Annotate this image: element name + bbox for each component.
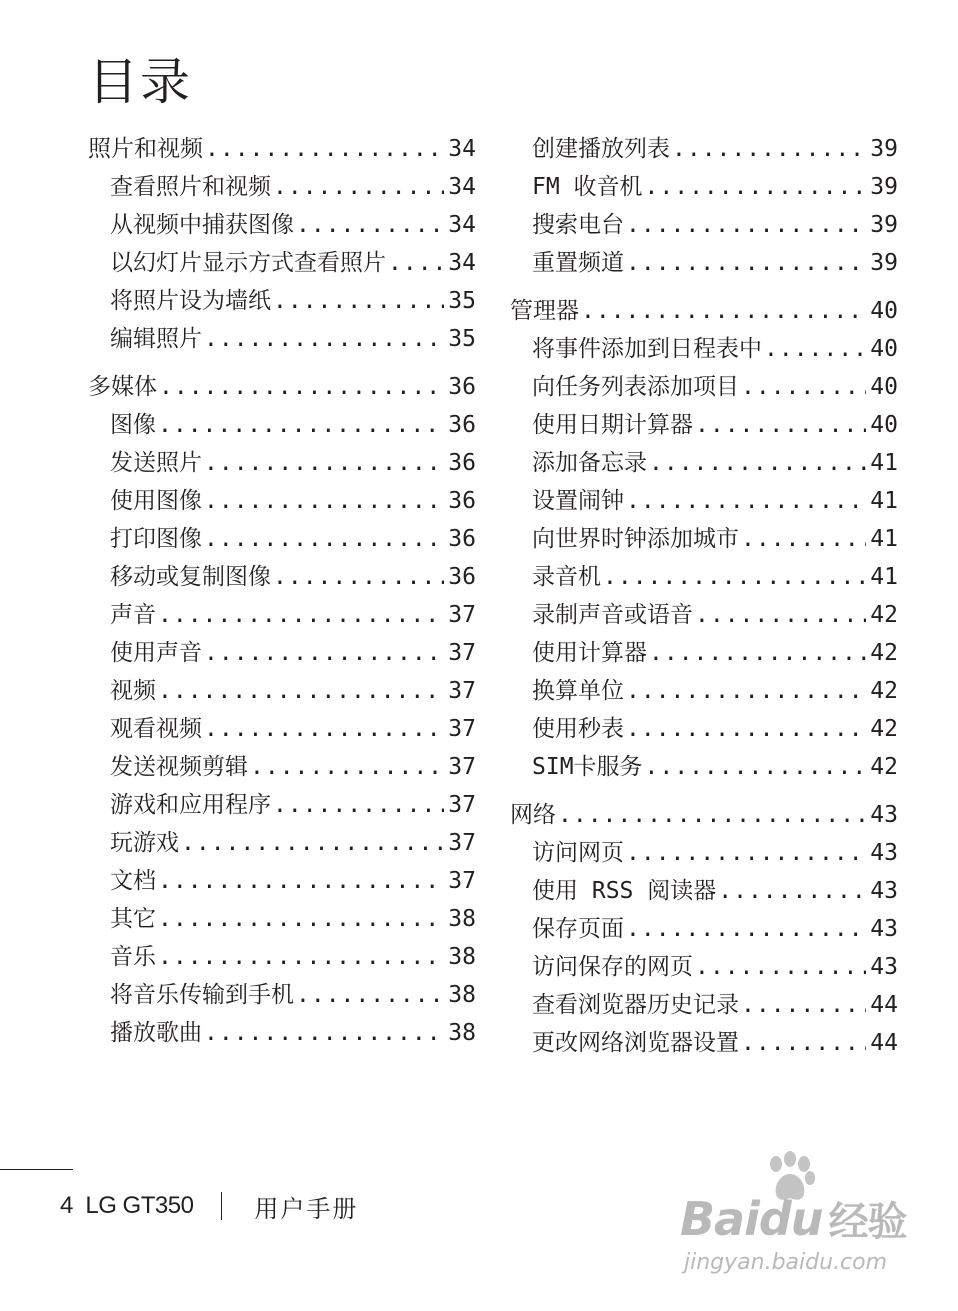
toc-entry-page: 42 [870,754,898,780]
toc-entry-title: 查看照片和视频 [110,174,271,200]
toc-entry-page: 37 [448,754,476,780]
toc-dot-leader [204,482,444,520]
toc-entry-page: 38 [448,1020,476,1046]
toc-dot-leader [273,282,444,320]
toc-entry-page: 37 [448,640,476,666]
toc-section-entry [88,130,476,168]
toc-dot-leader [741,520,866,558]
toc-dot-leader [159,368,444,406]
toc-dot-leader [741,1024,866,1062]
toc-dot-leader [204,710,444,748]
toc-subsection-entry [510,834,898,872]
toc-dot-leader [626,710,866,748]
toc-dot-leader [558,796,866,834]
toc-subsection-entry [510,482,898,520]
toc-entry-page: 42 [870,716,898,742]
toc-subsection-entry [510,634,898,672]
toc-subsection-entry [88,824,476,862]
toc-entry-page: 43 [870,840,898,866]
toc-subsection-entry [88,938,476,976]
toc-dot-leader [695,596,866,634]
toc-dot-leader [672,130,866,168]
toc-entry-title: 从视频中捕获图像 [110,212,294,238]
toc-subsection-entry [88,672,476,710]
toc-entry-page: 34 [448,212,476,238]
toc-subsection-entry [510,986,898,1024]
toc-subsection-entry [88,710,476,748]
toc-entry-title: 创建播放列表 [532,136,670,162]
toc-dot-leader [741,986,866,1024]
toc-subsection-entry [88,168,476,206]
toc-entry-title: 向世界时钟添加城市 [532,526,739,552]
toc-entry-title: 玩游戏 [110,830,179,856]
toc-entry-page: 40 [870,336,898,362]
toc-subsection-entry [510,444,898,482]
toc-entry-page: 42 [870,602,898,628]
toc-entry-page: 36 [448,450,476,476]
toc-dot-leader [626,834,866,872]
toc-section-entry [510,292,898,330]
toc-dot-leader [695,406,866,444]
toc-entry-title: 网络 [510,802,556,828]
toc-entry-title: 查看浏览器历史记录 [532,992,739,1018]
toc-column-left [88,130,476,1052]
toc-entry-page: 42 [870,640,898,666]
toc-subsection-entry [88,862,476,900]
toc-entry-title: 观看视频 [110,716,202,742]
toc-dot-leader [250,748,444,786]
toc-entry-page: 34 [448,136,476,162]
toc-entry-title: 视频 [110,678,156,704]
toc-entry-page: 43 [870,916,898,942]
toc-subsection-entry [88,634,476,672]
toc-entry-page: 39 [870,212,898,238]
toc-entry-title: 多媒体 [88,374,157,400]
toc-entry-page: 40 [870,298,898,324]
toc-dot-leader [273,558,444,596]
toc-subsection-entry [88,558,476,596]
toc-entry-title: 使用日期计算器 [532,412,693,438]
toc-dot-leader [204,1014,444,1052]
toc-dot-leader [273,168,444,206]
toc-entry-page: 38 [448,982,476,1008]
toc-entry-page: 39 [870,250,898,276]
toc-entry-title: 播放歌曲 [110,1020,202,1046]
toc-entry-title: 发送视频剪辑 [110,754,248,780]
toc-entry-title: 重置频道 [532,250,624,276]
toc-dot-leader [204,320,444,358]
toc-entry-page: 43 [870,954,898,980]
toc-entry-page: 37 [448,602,476,628]
toc-dot-leader [205,130,444,168]
footer-separator [221,1192,222,1220]
toc-entry-title: 换算单位 [532,678,624,704]
toc-entry-page: 36 [448,412,476,438]
toc-entry-page: 36 [448,488,476,514]
toc-entry-page: 44 [870,992,898,1018]
toc-entry-title: 使用计算器 [532,640,647,666]
toc-entry-title: 搜索电台 [532,212,624,238]
toc-entry-page: 44 [870,1030,898,1056]
toc-dot-leader [158,596,444,634]
toc-dot-leader [741,368,866,406]
toc-subsection-entry [88,976,476,1014]
toc-section-entry [510,796,898,834]
toc-entry-title: 照片和视频 [88,136,203,162]
toc-section-entry [88,368,476,406]
toc-subsection-entry [510,596,898,634]
toc-dot-leader [626,910,866,948]
toc-entry-page: 35 [448,326,476,352]
toc-entry-page: 36 [448,526,476,552]
toc-entry-title: 添加备忘录 [532,450,647,476]
toc-dot-leader [626,244,866,282]
toc-entry-page: 40 [870,412,898,438]
toc-subsection-entry [88,900,476,938]
toc-entry-page: 43 [870,878,898,904]
toc-dot-leader [649,444,866,482]
toc-entry-page: 34 [448,250,476,276]
toc-subsection-entry [88,1014,476,1052]
toc-entry-page: 40 [870,374,898,400]
toc-dot-leader [649,634,866,672]
toc-entry-title: 编辑照片 [110,326,202,352]
toc-subsection-entry [510,520,898,558]
toc-entry-title: 将音乐传输到手机 [110,982,294,1008]
toc-entry-title: 其它 [110,906,156,932]
toc-entry-title: 音乐 [110,944,156,970]
toc-entry-title: 以幻灯片显示方式查看照片 [110,250,386,276]
watermark-site: jingyan.baidu.com [684,1250,888,1275]
toc-entry-title: 访问保存的网页 [532,954,693,980]
toc-dot-leader [388,244,444,282]
toc-subsection-entry [510,558,898,596]
toc-subsection-entry [510,206,898,244]
toc-dot-leader [296,976,444,1014]
toc-entry-title: 发送照片 [110,450,202,476]
toc-column-right [510,130,898,1062]
toc-subsection-entry [510,672,898,710]
toc-entry-page: 37 [448,678,476,704]
footer-model: LG GT350 [85,1192,194,1219]
toc-subsection-entry [88,520,476,558]
toc-subsection-entry [88,596,476,634]
toc-entry-title: 使用 RSS 阅读器 [532,878,717,904]
toc-subsection-entry [88,444,476,482]
toc-subsection-entry [88,206,476,244]
toc-subsection-entry [88,786,476,824]
toc-subsection-entry [88,482,476,520]
toc-entry-page: 37 [448,716,476,742]
toc-subsection-entry [510,910,898,948]
toc-entry-page: 42 [870,678,898,704]
toc-subsection-entry [510,872,898,910]
toc-entry-title: 文档 [110,868,156,894]
toc-dot-leader [158,406,444,444]
toc-subsection-entry [510,130,898,168]
toc-entry-title: 游戏和应用程序 [110,792,271,818]
toc-subsection-entry [88,748,476,786]
toc-entry-page: 41 [870,450,898,476]
toc-dot-leader [718,872,866,910]
toc-subsection-entry [510,244,898,282]
toc-entry-title: 录音机 [532,564,601,590]
toc-entry-page: 37 [448,792,476,818]
toc-entry-title: 打印图像 [110,526,202,552]
toc-subsection-entry [510,330,898,368]
toc-entry-page: 41 [870,526,898,552]
toc-dot-leader [158,938,444,976]
toc-entry-title: 图像 [110,412,156,438]
toc-subsection-entry [510,368,898,406]
toc-dot-leader [764,330,866,368]
toc-dot-leader [158,672,444,710]
toc-dot-leader [204,634,444,672]
page-footer [60,1188,358,1224]
baidu-jingyan-watermark [680,1150,940,1280]
toc-entry-title: 使用秒表 [532,716,624,742]
toc-entry-page: 41 [870,488,898,514]
toc-subsection-entry [510,748,898,786]
toc-dot-leader [626,672,866,710]
toc-entry-page: 38 [448,906,476,932]
toc-subsection-entry [88,282,476,320]
toc-entry-page: 41 [870,564,898,590]
toc-entry-page: 38 [448,944,476,970]
page-title: 目录 [88,53,192,111]
toc-subsection-entry [510,948,898,986]
footer-manual-title: 用户手册 [254,1194,359,1223]
toc-subsection-entry [88,244,476,282]
toc-entry-title: 声音 [110,602,156,628]
toc-entry-title: 更改网络浏览器设置 [532,1030,739,1056]
toc-entry-page: 36 [448,564,476,590]
footer-rule [0,1169,73,1170]
toc-entry-title: 移动或复制图像 [110,564,271,590]
toc-dot-leader [273,786,444,824]
toc-entry-title: 将事件添加到日程表中 [532,336,762,362]
watermark-brand: Baidu 经验 [680,1192,907,1246]
toc-entry-title: SIM卡服务 [532,754,643,780]
toc-subsection-entry [88,320,476,358]
toc-dot-leader [626,482,866,520]
toc-subsection-entry [510,168,898,206]
toc-dot-leader [645,748,866,786]
toc-entry-page: 36 [448,374,476,400]
toc-dot-leader [204,444,444,482]
toc-entry-page: 39 [870,174,898,200]
toc-entry-title: 保存页面 [532,916,624,942]
toc-subsection-entry [510,1024,898,1062]
toc-entry-title: 设置闹钟 [532,488,624,514]
toc-entry-page: 39 [870,136,898,162]
toc-entry-title: 使用声音 [110,640,202,666]
toc-entry-title: 访问网页 [532,840,624,866]
toc-entry-title: 使用图像 [110,488,202,514]
toc-entry-title: FM 收音机 [532,174,643,200]
toc-dot-leader [626,206,866,244]
footer-page-number: 4 [60,1192,74,1219]
toc-entry-page: 37 [448,830,476,856]
toc-entry-page: 34 [448,174,476,200]
toc-entry-page: 43 [870,802,898,828]
toc-subsection-entry [88,406,476,444]
toc-entry-title: 录制声音或语音 [532,602,693,628]
toc-dot-leader [581,292,866,330]
toc-dot-leader [204,520,444,558]
toc-dot-leader [645,168,866,206]
toc-entry-title: 向任务列表添加项目 [532,374,739,400]
toc-subsection-entry [510,406,898,444]
toc-entry-page: 37 [448,868,476,894]
toc-entry-title: 管理器 [510,298,579,324]
toc-entry-page: 35 [448,288,476,314]
toc-entry-title: 将照片设为墙纸 [110,288,271,314]
toc-subsection-entry [510,710,898,748]
toc-dot-leader [603,558,866,596]
toc-dot-leader [181,824,444,862]
toc-dot-leader [695,948,866,986]
toc-dot-leader [296,206,444,244]
toc-dot-leader [158,900,444,938]
toc-dot-leader [158,862,444,900]
